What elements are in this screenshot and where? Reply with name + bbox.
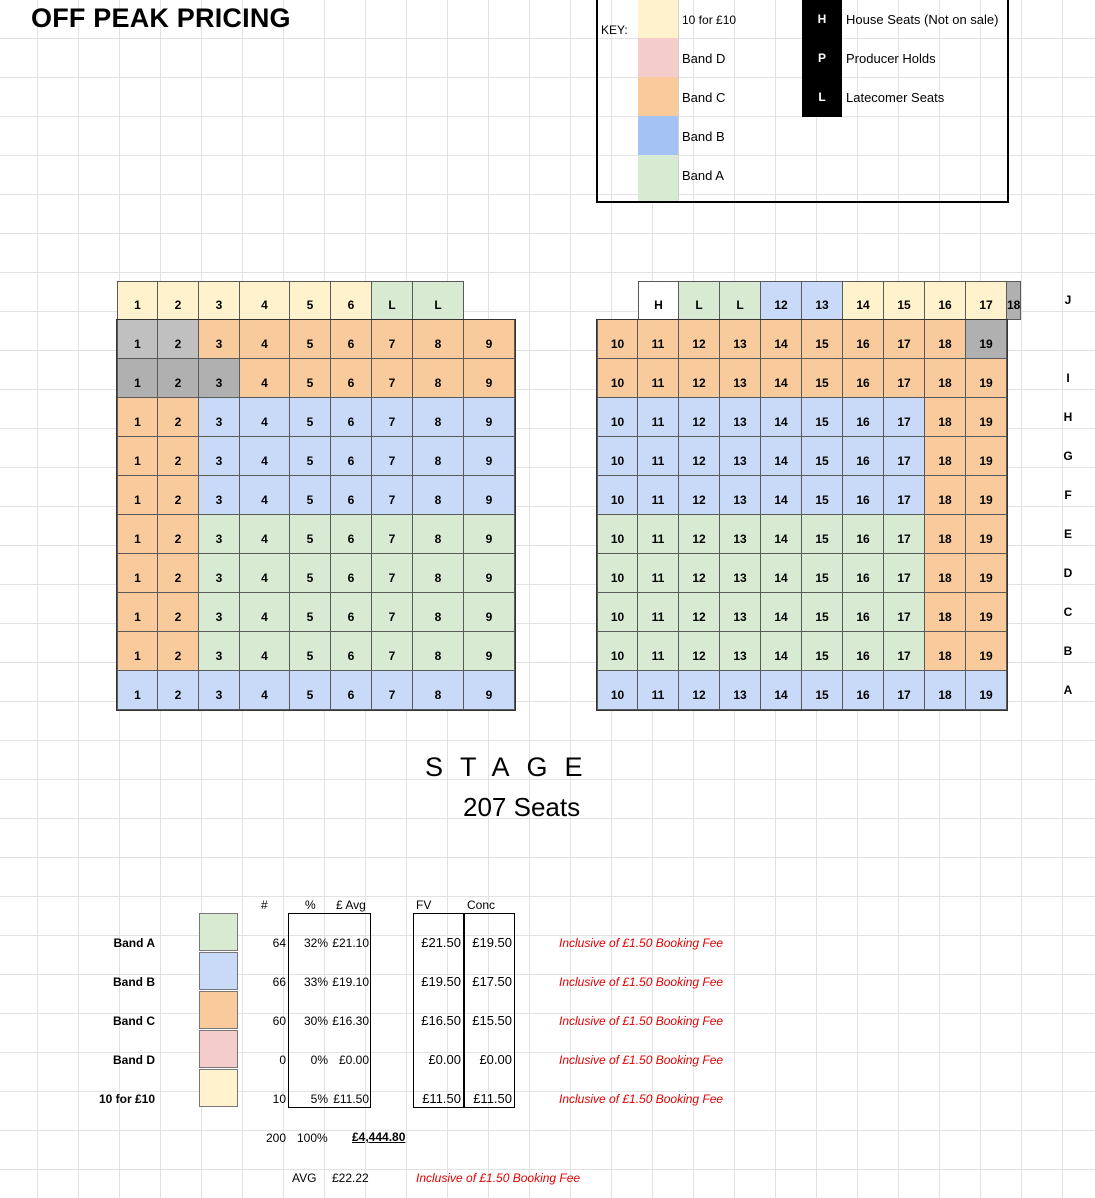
band-name: Band B bbox=[113, 975, 155, 989]
seat[interactable]: 3 bbox=[199, 398, 240, 437]
seat[interactable]: 8 bbox=[413, 476, 464, 515]
seat[interactable]: 1 bbox=[117, 476, 158, 515]
seat[interactable]: 12 bbox=[679, 554, 720, 593]
seat[interactable]: 11 bbox=[638, 671, 679, 710]
seat[interactable]: 13 bbox=[802, 281, 843, 320]
seat[interactable]: 7 bbox=[372, 398, 413, 437]
seat[interactable]: L bbox=[372, 281, 413, 320]
seat[interactable]: 12 bbox=[679, 320, 720, 359]
seat[interactable]: 15 bbox=[802, 632, 843, 671]
band-count: 60 bbox=[272, 1014, 286, 1028]
band-conc: £11.50 bbox=[473, 1091, 512, 1106]
seat[interactable]: 4 bbox=[240, 359, 290, 398]
row-label: G bbox=[1063, 449, 1073, 463]
band-avg: £0.00 bbox=[338, 1053, 369, 1067]
seat[interactable]: 16 bbox=[843, 437, 884, 476]
seat[interactable]: L bbox=[413, 281, 464, 320]
seat[interactable]: 11 bbox=[638, 632, 679, 671]
seat[interactable]: 6 bbox=[331, 359, 372, 398]
seat[interactable]: 9 bbox=[464, 320, 515, 359]
key-special-code: H bbox=[802, 0, 842, 39]
seat[interactable]: 2 bbox=[158, 593, 199, 632]
seat[interactable]: 14 bbox=[843, 281, 884, 320]
seat[interactable]: 11 bbox=[638, 359, 679, 398]
seat[interactable]: 1 bbox=[117, 320, 158, 359]
seat[interactable]: 15 bbox=[802, 320, 843, 359]
band-avg: £16.30 bbox=[332, 1014, 369, 1028]
seat[interactable]: 1 bbox=[117, 554, 158, 593]
total-percent: 100% bbox=[297, 1131, 328, 1145]
seat[interactable]: 17 bbox=[884, 632, 925, 671]
key-item-label: 10 for £10 bbox=[682, 13, 737, 27]
seat[interactable]: 19 bbox=[966, 359, 1007, 398]
page-title: OFF PEAK PRICING bbox=[31, 3, 291, 33]
seat[interactable]: 17 bbox=[884, 476, 925, 515]
key-swatch bbox=[638, 77, 679, 116]
seat[interactable]: 2 bbox=[158, 398, 199, 437]
key-special-label: Latecomer Seats bbox=[846, 90, 945, 105]
seat[interactable]: 13 bbox=[720, 515, 761, 554]
seat[interactable]: 8 bbox=[413, 515, 464, 554]
band-avg: £19.10 bbox=[332, 975, 369, 989]
seat[interactable]: 12 bbox=[679, 632, 720, 671]
seat[interactable]: 2 bbox=[158, 359, 199, 398]
seat[interactable]: 18 bbox=[925, 437, 966, 476]
seat[interactable]: 15 bbox=[802, 554, 843, 593]
seat[interactable]: 18 bbox=[925, 398, 966, 437]
key-item-label: Band C bbox=[682, 90, 726, 105]
seat[interactable]: 5 bbox=[290, 320, 331, 359]
seat[interactable]: 1 bbox=[117, 593, 158, 632]
band-percent: 32% bbox=[303, 936, 328, 950]
seat[interactable]: 15 bbox=[802, 593, 843, 632]
key-special-label: House Seats (Not on sale) bbox=[846, 12, 999, 27]
key-label: KEY: bbox=[601, 23, 628, 37]
header-avg: £ Avg bbox=[336, 898, 366, 912]
band-percent: 30% bbox=[303, 1014, 328, 1028]
seat[interactable]: 7 bbox=[372, 593, 413, 632]
seat[interactable]: 13 bbox=[720, 554, 761, 593]
band-fv: £11.50 bbox=[422, 1091, 461, 1106]
seat[interactable]: 17 bbox=[884, 515, 925, 554]
seat[interactable]: 13 bbox=[720, 398, 761, 437]
seat[interactable]: 11 bbox=[638, 515, 679, 554]
seat[interactable]: 8 bbox=[413, 632, 464, 671]
band-name: 10 for £10 bbox=[98, 1092, 155, 1106]
seat[interactable]: 7 bbox=[372, 359, 413, 398]
seat[interactable]: 5 bbox=[290, 593, 331, 632]
seat[interactable]: 12 bbox=[679, 359, 720, 398]
seat[interactable]: 10 bbox=[597, 476, 638, 515]
avg-value: £22.22 bbox=[332, 1171, 369, 1185]
seat[interactable]: 15 bbox=[802, 476, 843, 515]
seat[interactable]: 8 bbox=[413, 671, 464, 710]
band-conc: £15.50 bbox=[472, 1013, 512, 1028]
seat[interactable]: 5 bbox=[290, 554, 331, 593]
row-label: C bbox=[1063, 605, 1073, 619]
row-label: J bbox=[1064, 293, 1072, 307]
booking-fee-note: Inclusive of £1.50 Booking Fee bbox=[559, 1053, 724, 1067]
seat[interactable]: 15 bbox=[802, 515, 843, 554]
row-label: I bbox=[1066, 371, 1070, 385]
band-name: Band D bbox=[113, 1053, 155, 1067]
key-special-label: Producer Holds bbox=[846, 51, 936, 66]
seat[interactable]: 18 bbox=[1007, 281, 1021, 320]
seat[interactable]: 6 bbox=[331, 320, 372, 359]
seat[interactable]: 3 bbox=[199, 593, 240, 632]
row-label: D bbox=[1063, 566, 1073, 580]
seat[interactable]: 4 bbox=[240, 632, 290, 671]
seat[interactable]: 11 bbox=[638, 554, 679, 593]
seat[interactable]: L bbox=[720, 281, 761, 320]
seat[interactable]: 3 bbox=[199, 515, 240, 554]
band-avg: £11.50 bbox=[333, 1092, 369, 1106]
seat[interactable]: 2 bbox=[158, 281, 199, 320]
row-label: E bbox=[1063, 527, 1072, 541]
key-swatch bbox=[638, 38, 679, 77]
band-count: 10 bbox=[272, 1092, 286, 1106]
seat[interactable]: 17 bbox=[884, 437, 925, 476]
seat[interactable]: 6 bbox=[331, 437, 372, 476]
seat[interactable]: 16 bbox=[925, 281, 966, 320]
seat[interactable]: 7 bbox=[372, 632, 413, 671]
band-fv: £21.50 bbox=[421, 935, 461, 950]
avg-label: AVG bbox=[292, 1171, 317, 1185]
seat[interactable]: 15 bbox=[884, 281, 925, 320]
seat[interactable]: 9 bbox=[464, 476, 515, 515]
seat[interactable]: 1 bbox=[117, 359, 158, 398]
seat[interactable]: 18 bbox=[925, 671, 966, 710]
seat[interactable]: 13 bbox=[720, 632, 761, 671]
header-percent: % bbox=[305, 898, 316, 912]
seat[interactable]: 17 bbox=[884, 671, 925, 710]
seat[interactable]: 6 bbox=[331, 281, 372, 320]
seat[interactable]: 4 bbox=[240, 320, 290, 359]
seat[interactable]: 9 bbox=[464, 359, 515, 398]
band-name: Band C bbox=[113, 1014, 155, 1028]
key-special-code: L bbox=[802, 78, 842, 117]
seat[interactable]: 19 bbox=[966, 398, 1007, 437]
seat[interactable]: 14 bbox=[761, 437, 802, 476]
seat[interactable]: 2 bbox=[158, 554, 199, 593]
seat[interactable]: 4 bbox=[240, 554, 290, 593]
seat[interactable]: 16 bbox=[843, 476, 884, 515]
key-swatch bbox=[638, 155, 679, 201]
seat[interactable]: 8 bbox=[413, 359, 464, 398]
seat[interactable]: 12 bbox=[679, 671, 720, 710]
booking-fee-note: Inclusive of £1.50 Booking Fee bbox=[559, 1092, 724, 1106]
key-swatch bbox=[638, 0, 679, 38]
row-label: A bbox=[1063, 683, 1073, 697]
seat[interactable]: 3 bbox=[199, 359, 240, 398]
seat[interactable]: 3 bbox=[199, 632, 240, 671]
seat[interactable]: 6 bbox=[331, 554, 372, 593]
seat[interactable]: 16 bbox=[843, 398, 884, 437]
band-avg: £21.10 bbox=[332, 936, 369, 950]
seat[interactable]: 10 bbox=[597, 359, 638, 398]
band-conc: £0.00 bbox=[479, 1052, 512, 1067]
seat[interactable]: 4 bbox=[240, 398, 290, 437]
seat[interactable]: 2 bbox=[158, 632, 199, 671]
seat[interactable]: 12 bbox=[679, 437, 720, 476]
seat[interactable]: 4 bbox=[240, 593, 290, 632]
total-amount: £4,444.80 bbox=[352, 1130, 406, 1144]
seat[interactable]: 10 bbox=[597, 632, 638, 671]
seat[interactable]: 10 bbox=[597, 437, 638, 476]
seat[interactable]: 10 bbox=[597, 515, 638, 554]
seat[interactable]: 14 bbox=[761, 632, 802, 671]
seat[interactable]: 5 bbox=[290, 515, 331, 554]
seat[interactable]: 13 bbox=[720, 359, 761, 398]
seat[interactable]: 12 bbox=[679, 593, 720, 632]
seat[interactable]: 2 bbox=[158, 515, 199, 554]
seat[interactable]: 13 bbox=[720, 476, 761, 515]
seat[interactable]: 14 bbox=[761, 671, 802, 710]
seat[interactable]: 12 bbox=[679, 515, 720, 554]
seat[interactable]: 19 bbox=[966, 593, 1007, 632]
seat[interactable]: 18 bbox=[925, 632, 966, 671]
seat[interactable]: 16 bbox=[843, 515, 884, 554]
seat[interactable]: 11 bbox=[638, 437, 679, 476]
seat[interactable]: 16 bbox=[843, 593, 884, 632]
seat[interactable]: 13 bbox=[720, 320, 761, 359]
seat[interactable]: 16 bbox=[843, 632, 884, 671]
seat[interactable]: 17 bbox=[884, 359, 925, 398]
seat[interactable]: 19 bbox=[966, 515, 1007, 554]
seat[interactable]: 13 bbox=[720, 593, 761, 632]
seat[interactable]: 6 bbox=[331, 398, 372, 437]
seat[interactable]: 10 bbox=[597, 320, 638, 359]
seat[interactable]: 19 bbox=[966, 671, 1007, 710]
seat[interactable]: 18 bbox=[925, 593, 966, 632]
seat[interactable]: 5 bbox=[290, 476, 331, 515]
seat[interactable]: L bbox=[679, 281, 720, 320]
seat[interactable]: 15 bbox=[802, 359, 843, 398]
key-special-code: P bbox=[802, 39, 842, 78]
seat[interactable]: 13 bbox=[720, 437, 761, 476]
seat[interactable]: 3 bbox=[199, 476, 240, 515]
row-label: F bbox=[1064, 488, 1072, 502]
seat[interactable]: 1 bbox=[117, 515, 158, 554]
seat[interactable]: 5 bbox=[290, 359, 331, 398]
seat[interactable]: 7 bbox=[372, 554, 413, 593]
key-item-label: Band B bbox=[682, 129, 725, 144]
seat[interactable]: 6 bbox=[331, 632, 372, 671]
seat[interactable]: 1 bbox=[117, 632, 158, 671]
seat[interactable]: 18 bbox=[925, 320, 966, 359]
header-conc: Conc bbox=[467, 898, 496, 912]
seat[interactable]: 4 bbox=[240, 281, 290, 320]
seat[interactable]: 12 bbox=[679, 398, 720, 437]
seat[interactable]: 14 bbox=[761, 515, 802, 554]
seat[interactable]: H bbox=[638, 281, 679, 320]
seat[interactable]: 8 bbox=[413, 554, 464, 593]
seat[interactable]: 19 bbox=[966, 320, 1007, 359]
band-count: 66 bbox=[272, 975, 286, 989]
seat[interactable]: 10 bbox=[597, 593, 638, 632]
seat[interactable]: 17 bbox=[884, 593, 925, 632]
seat[interactable]: 1 bbox=[117, 671, 158, 710]
band-name: Band A bbox=[113, 936, 155, 950]
seat[interactable]: 5 bbox=[290, 632, 331, 671]
stage-label: STAGE bbox=[425, 752, 600, 782]
seat[interactable]: 7 bbox=[372, 437, 413, 476]
seat[interactable]: 3 bbox=[199, 320, 240, 359]
seat[interactable]: 1 bbox=[117, 437, 158, 476]
seat[interactable]: 12 bbox=[679, 476, 720, 515]
header-count: # bbox=[261, 898, 268, 912]
seat[interactable]: 15 bbox=[802, 398, 843, 437]
seat[interactable]: 17 bbox=[884, 398, 925, 437]
seat[interactable]: 18 bbox=[925, 515, 966, 554]
seat[interactable]: 5 bbox=[290, 437, 331, 476]
band-percent: 5% bbox=[310, 1092, 328, 1106]
seat[interactable]: 7 bbox=[372, 671, 413, 710]
seat[interactable]: 8 bbox=[413, 593, 464, 632]
seat[interactable]: 11 bbox=[638, 476, 679, 515]
band-fv: £16.50 bbox=[421, 1013, 461, 1028]
key-swatch bbox=[638, 116, 679, 155]
seat[interactable]: 9 bbox=[464, 437, 515, 476]
header-fv: FV bbox=[416, 898, 432, 912]
band-conc: £17.50 bbox=[472, 974, 512, 989]
seat[interactable]: 14 bbox=[761, 398, 802, 437]
band-count: 0 bbox=[279, 1053, 286, 1067]
seat[interactable]: 5 bbox=[290, 398, 331, 437]
seat[interactable]: 14 bbox=[761, 320, 802, 359]
seat[interactable]: 2 bbox=[158, 437, 199, 476]
seat[interactable]: 9 bbox=[464, 554, 515, 593]
seat[interactable]: 15 bbox=[802, 671, 843, 710]
seat[interactable]: 4 bbox=[240, 671, 290, 710]
seat[interactable]: 19 bbox=[966, 554, 1007, 593]
band-percent: 33% bbox=[303, 975, 328, 989]
seat[interactable]: 11 bbox=[638, 593, 679, 632]
seat[interactable]: 9 bbox=[464, 632, 515, 671]
booking-fee-note: Inclusive of £1.50 Booking Fee bbox=[559, 975, 724, 989]
seat[interactable]: 19 bbox=[966, 476, 1007, 515]
seat[interactable]: 17 bbox=[966, 281, 1007, 320]
band-count: 64 bbox=[272, 936, 286, 950]
seat[interactable]: 2 bbox=[158, 320, 199, 359]
seat[interactable]: 1 bbox=[117, 398, 158, 437]
seat[interactable]: 16 bbox=[843, 359, 884, 398]
seat[interactable]: 2 bbox=[158, 476, 199, 515]
seat[interactable]: 18 bbox=[925, 554, 966, 593]
seat[interactable]: 19 bbox=[966, 437, 1007, 476]
seat[interactable]: 12 bbox=[761, 281, 802, 320]
band-conc: £19.50 bbox=[472, 935, 512, 950]
seat[interactable]: 10 bbox=[597, 671, 638, 710]
seat[interactable]: 3 bbox=[199, 437, 240, 476]
row-label: H bbox=[1063, 410, 1073, 424]
seat[interactable]: 11 bbox=[638, 320, 679, 359]
key-item-label: Band D bbox=[682, 51, 726, 66]
seat[interactable]: 3 bbox=[199, 281, 240, 320]
seat[interactable]: 18 bbox=[925, 476, 966, 515]
seat[interactable]: 9 bbox=[464, 593, 515, 632]
seat-count: 207 Seats bbox=[463, 792, 581, 822]
seat[interactable]: 10 bbox=[597, 554, 638, 593]
booking-fee-note: Inclusive of £1.50 Booking Fee bbox=[559, 936, 724, 950]
seat[interactable]: 5 bbox=[290, 281, 331, 320]
seat[interactable]: 2 bbox=[158, 671, 199, 710]
seat[interactable]: 11 bbox=[638, 398, 679, 437]
seat[interactable]: 14 bbox=[761, 554, 802, 593]
seat[interactable]: 8 bbox=[413, 320, 464, 359]
seat[interactable]: 4 bbox=[240, 437, 290, 476]
seat[interactable]: 7 bbox=[372, 320, 413, 359]
band-fv: £0.00 bbox=[428, 1052, 461, 1067]
seat[interactable]: 15 bbox=[802, 437, 843, 476]
seat[interactable]: 9 bbox=[464, 671, 515, 710]
seat[interactable]: 3 bbox=[199, 554, 240, 593]
seat[interactable]: 9 bbox=[464, 515, 515, 554]
seat[interactable]: 4 bbox=[240, 476, 290, 515]
total-count: 200 bbox=[266, 1131, 287, 1145]
seat[interactable]: 16 bbox=[843, 671, 884, 710]
seat[interactable]: 7 bbox=[372, 476, 413, 515]
seat[interactable]: 6 bbox=[331, 476, 372, 515]
seat[interactable]: 1 bbox=[117, 281, 158, 320]
band-percent: 0% bbox=[310, 1053, 328, 1067]
seat[interactable]: 5 bbox=[290, 671, 331, 710]
seat[interactable]: 6 bbox=[331, 515, 372, 554]
key-item-label: Band A bbox=[682, 168, 724, 183]
seat[interactable]: 13 bbox=[720, 671, 761, 710]
seat[interactable]: 6 bbox=[331, 671, 372, 710]
seat[interactable]: 8 bbox=[413, 437, 464, 476]
seat[interactable]: 16 bbox=[843, 554, 884, 593]
seat[interactable]: 6 bbox=[331, 593, 372, 632]
seat[interactable]: 14 bbox=[761, 593, 802, 632]
seat[interactable]: 10 bbox=[597, 398, 638, 437]
booking-fee-note: Inclusive of £1.50 Booking Fee bbox=[559, 1014, 724, 1028]
seat[interactable]: 14 bbox=[761, 359, 802, 398]
seat[interactable]: 7 bbox=[372, 515, 413, 554]
seat[interactable]: 3 bbox=[199, 671, 240, 710]
seat[interactable]: 4 bbox=[240, 515, 290, 554]
seat[interactable]: 17 bbox=[884, 554, 925, 593]
seat[interactable]: 19 bbox=[966, 632, 1007, 671]
seat[interactable]: 17 bbox=[884, 320, 925, 359]
row-label: B bbox=[1063, 644, 1073, 658]
seat[interactable]: 16 bbox=[843, 320, 884, 359]
band-fv: £19.50 bbox=[421, 974, 461, 989]
seat[interactable]: 8 bbox=[413, 398, 464, 437]
seat[interactable]: 18 bbox=[925, 359, 966, 398]
seat[interactable]: 14 bbox=[761, 476, 802, 515]
seat[interactable]: 9 bbox=[464, 398, 515, 437]
avg-booking-fee-note: Inclusive of £1.50 Booking Fee bbox=[416, 1171, 581, 1185]
